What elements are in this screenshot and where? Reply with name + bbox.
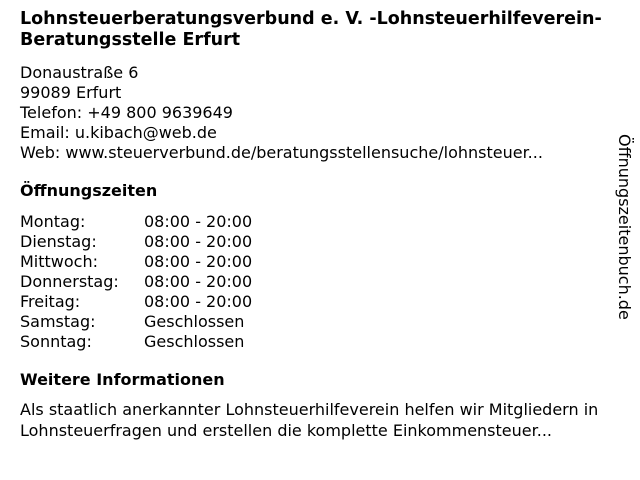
business-card [20,9,620,441]
hours-row-thursday [20,272,620,292]
hours-day: Mittwoch: [20,252,98,271]
hours-day: Sonntag: [20,332,92,351]
address-phone: Telefon: +49 800 9639649 [20,103,233,122]
info-text: Als staatlich anerkannter Lohnsteuerhilfeverein helfen wir Mitgliedern in Lohnsteuerfragen und erstellen die komplette Einkommensteuer... [20,400,599,440]
hours-day: Freitag: [20,292,81,311]
hours-table [20,212,620,352]
hours-day: Dienstag: [20,232,97,251]
watermark-label: Öffnungszeitenbuch.de [615,134,634,320]
address-city: 99089 Erfurt [20,83,122,102]
hours-time: 08:00 - 20:00 [144,232,253,251]
hours-row-sunday [20,332,620,352]
address-web: Web: www.steuerverbund.de/beratungsstellensuche/lohnsteuer... [20,143,543,162]
hours-time: Geschlossen [144,312,245,331]
business-title: Lohnsteuerberatungsverbund e. V. -Lohnsteuerhilfeverein- Beratungsstelle Erfurt [20,9,602,50]
hours-time: 08:00 - 20:00 [144,212,253,231]
hours-heading: Öffnungszeiten [20,181,158,200]
address-block [20,63,620,163]
hours-time: 08:00 - 20:00 [144,252,253,271]
hours-row-wednesday [20,252,620,272]
hours-day: Montag: [20,212,86,231]
hours-day: Donnerstag: [20,272,119,291]
hours-row-saturday [20,312,620,332]
hours-day: Samstag: [20,312,96,331]
address-email: Email: u.kibach@web.de [20,123,217,142]
hours-time: 08:00 - 20:00 [144,272,253,291]
hours-time: Geschlossen [144,332,245,351]
hours-row-friday [20,292,620,312]
address-street: Donaustraße 6 [20,63,139,82]
info-heading: Weitere Informationen [20,370,225,389]
hours-row-monday [20,212,620,232]
hours-time: 08:00 - 20:00 [144,292,253,311]
hours-row-tuesday [20,232,620,252]
